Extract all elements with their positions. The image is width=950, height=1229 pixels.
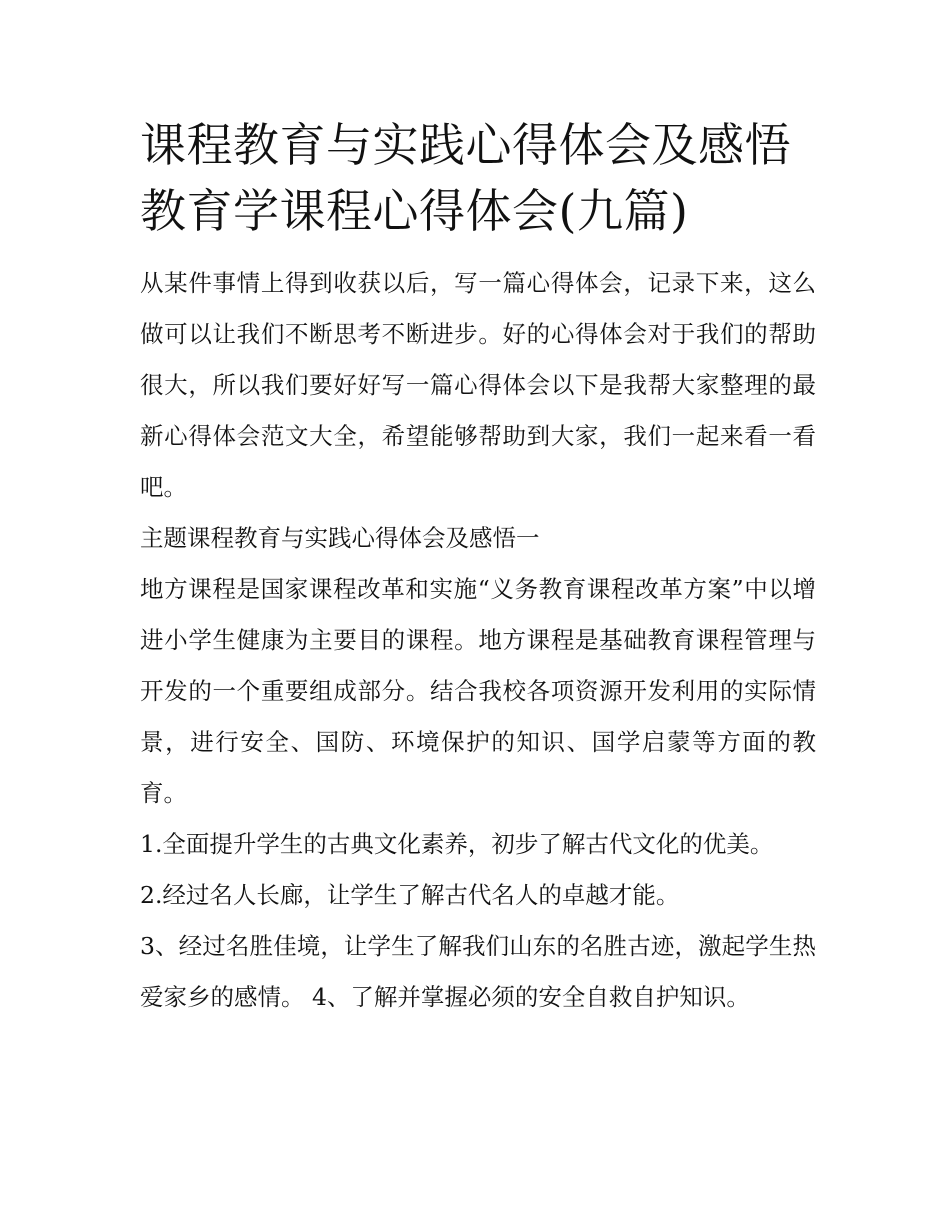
section-heading: 主题课程教育与实践心得体会及感悟一 <box>140 524 540 552</box>
document-title: 课程教育与实践心得体会及感悟 教育学课程心得体会(九篇) <box>140 118 791 238</box>
intro-paragraph: 从某件事情上得到收获以后，写一篇心得体会，记录下来，这么做可以让我们不断思考不断进步。好的心得体会对于我们的帮助很大，所以我们要好好写一篇心得体会以下是我帮大家整理的最新心得体会范文大全，希望能够帮助到大家，我们一起来看一看吧。 <box>140 269 816 501</box>
list-item-3: 3、经过名胜佳境，让学生了解我们山东的名胜古迹，激起学生热爱家乡的感情。 4、了解并掌握必须的安全自救自护知识。 <box>140 932 816 1011</box>
document-page <box>140 112 816 1023</box>
list-item-1: 1.全面提升学生的古典文化素养，初步了解古代文化的优美。 <box>140 830 774 858</box>
section-paragraph: 地方课程是国家课程改革和实施“义务教育课程改革方案”中以增进小学生健康为主要目的课程。地方课程是基础教育课程管理与开发的一个重要组成部分。结合我校各项资源开发利用的实际情景，进行安全、国防、环境保护的知识、国学启蒙等方面的教育。 <box>140 575 816 807</box>
list-item-2: 2.经过名人长廊，让学生了解古代名人的卓越才能。 <box>140 881 680 909</box>
